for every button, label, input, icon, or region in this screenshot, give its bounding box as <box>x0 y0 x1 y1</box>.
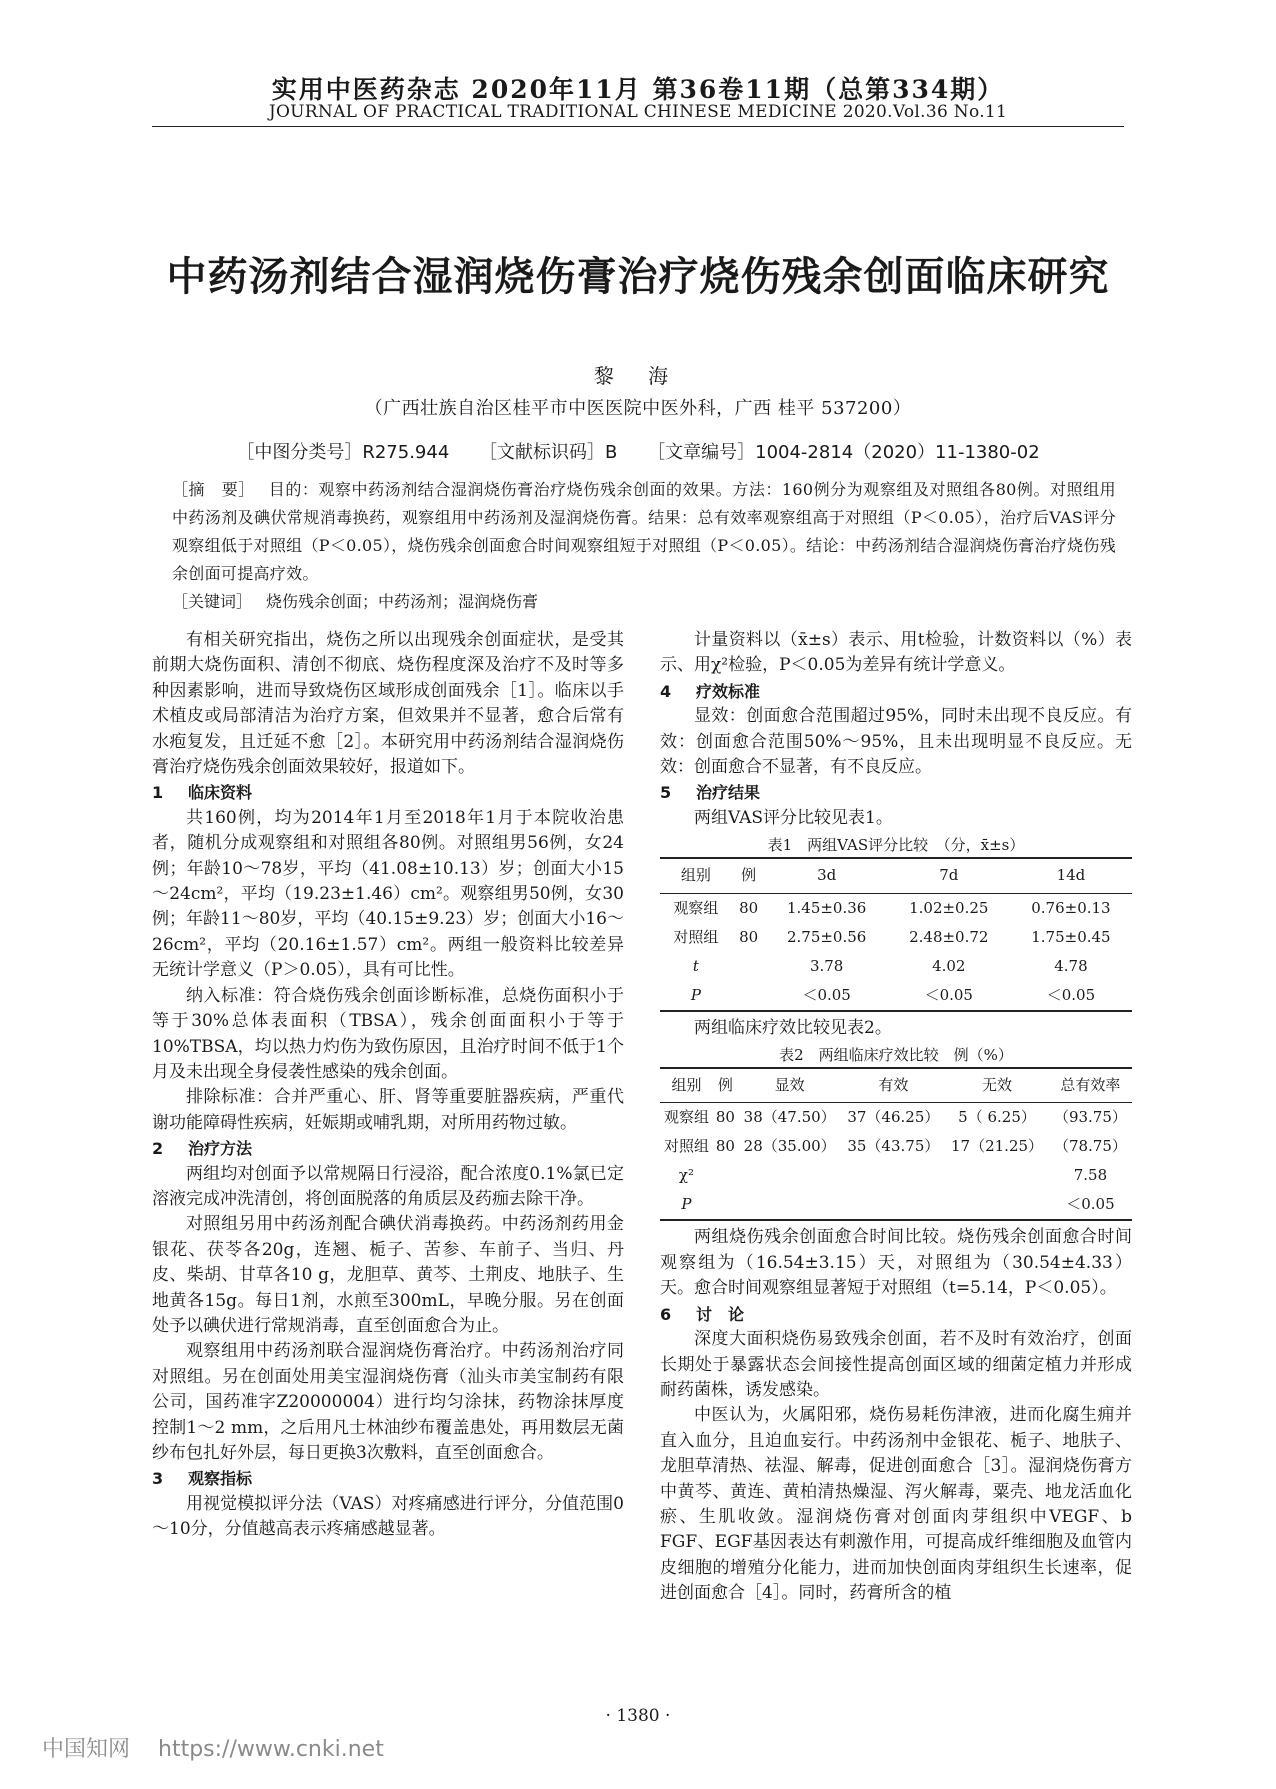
table-row <box>660 923 1132 952</box>
table-cell <box>732 952 766 981</box>
table-cell: 17（21.25） <box>951 1137 1044 1156</box>
abstract-text: 目的：观察中药汤剂结合湿润烧伤膏治疗烧伤残余创面的效果。方法：160例分为观察组及对照组各80例。对照组用中药汤剂及碘伏常规消毒换药，观察组用中药汤剂及湿润烧伤膏。结果：总有效率观察组高于对照组（P＜0.05），治疗后VAS评分观察组低于对照组（P＜0.05），烧伤残余创面愈合时间观察组短于对照组（P＜0.05）。结论：中药汤剂结合湿润烧伤膏治疗烧伤残余创面可提高疗效。 <box>172 480 1116 583</box>
table-cell: 观察组 <box>673 898 719 917</box>
table-cell: 4.02 <box>932 956 966 975</box>
table-cell: 80 <box>715 1137 735 1156</box>
t1-header-cell: 14d <box>1010 858 1132 893</box>
t2-header-cell: 例 <box>713 1068 738 1103</box>
table-cell: χ² <box>678 1166 695 1185</box>
table-cell: 38（47.50） <box>743 1108 836 1127</box>
table-row <box>660 1132 1132 1161</box>
paragraph: 对照组另用中药汤剂配合碘伏消毒换药。中药汤剂药用金银花、茯苓各20g，连翘、栀子、苦参、车前子、当归、丹皮、柴胡、甘草各10 g，龙胆草、黄芩、土荆皮、地肤子、生地黄各15g。每日1剂，水煎至300mL，早晚分服。另在创面处予以碘伏进行常规消毒，直至创面愈合为止。 <box>152 1214 624 1336</box>
affiliation: （广西壮族自治区桂平市中医医院中医外科，广西 桂平 537200） <box>364 398 912 419</box>
table-cell: 7.58 <box>1073 1166 1108 1185</box>
table-cell <box>945 1161 1049 1190</box>
table-cell: 1.45±0.36 <box>786 898 867 917</box>
watermark-site-name: 中国知网 <box>42 1737 131 1762</box>
paragraph: 两组均对创面予以常规隔日行浸浴，配合浓度0.1%氯已定溶液完成冲洗清创，将创面脱落的角质层及药痂去除干净。 <box>152 1163 624 1209</box>
t1-header-cell: 3d <box>766 858 888 893</box>
t2-header-cell: 无效 <box>945 1068 1049 1103</box>
table-cell: 28（35.00） <box>743 1137 836 1156</box>
table-cell: 4.78 <box>1054 956 1088 975</box>
keywords-text: 烧伤残余创面；中药汤剂；湿润烧伤膏 <box>266 592 539 611</box>
table-cell <box>738 1190 842 1220</box>
section-heading: 5 治疗结果 <box>660 783 761 803</box>
t2-header-cell: 总有效率 <box>1049 1068 1132 1103</box>
paragraph: 中医认为，火属阳邪，烧伤易耗伤津液，进而化腐生痈并直入血分，且迫血妄行。中药汤剂中金银花、栀子、地肤子、龙胆草清热、祛湿、解毒，促进创面愈合［3］。湿润烧伤膏方中黄芩、黄连、黄柏清热燥湿、泻火解毒，粟壳、地龙活血化瘀、生肌收敛。湿润烧伤膏对创面肉芽组织中VEGF、b FGF、EGF基因表达有刺激作用，可提高成纤维细胞及血管内皮细胞的增殖分化能力，进而加快创面肉芽组织生长速率，促进创面愈合［4］。同时，药膏所含的植 <box>660 1405 1132 1604</box>
table-row <box>660 981 1132 1011</box>
paragraph: 观察组用中药汤剂联合湿润烧伤膏治疗。中药汤剂治疗同对照组。另在创面处用美宝湿润烧伤膏（汕头市美宝制药有限公司，国药准字Z20000004）进行均匀涂抹，药物涂抹厚度控制1～2 mm，之后用凡士林油纱布覆盖患处，再用数层无菌纱布包扎好外层，每日更换3次敷料，直至创面愈合。 <box>152 1341 624 1463</box>
table-cell: P <box>660 981 732 1011</box>
class-number: ［中图分类号］R275.944 <box>236 442 450 463</box>
paragraph: 深度大面积烧伤易致残余创面，若不及时有效治疗，创面长期处于暴露状态会间接性提高创面区域的细菌定植力并形成耐药菌株，诱发感染。 <box>660 1329 1132 1400</box>
paragraph: 排除标准：合并严重心、肝、肾等重要脏器疾病，严重代谢功能障碍性疾病，妊娠期或哺乳期，对所用药物过敏。 <box>152 1087 624 1133</box>
table-cell: ＜0.05 <box>766 981 888 1011</box>
t2-header-cell: 显效 <box>738 1068 842 1103</box>
table-cell <box>842 1190 946 1220</box>
cnki-watermark <box>42 1732 384 1763</box>
left-column <box>152 628 624 1543</box>
table-cell: P <box>660 1190 713 1220</box>
table-cell <box>713 1161 738 1190</box>
table-cell: ＜0.05 <box>888 981 1010 1011</box>
table2-title: 表2 两组临床疗效比较 例（%） <box>779 1046 1013 1065</box>
section-heading: 1 临床资料 <box>152 783 253 803</box>
table1-body <box>660 893 1132 1011</box>
table-cell: 1.02±0.25 <box>909 898 989 917</box>
table-cell <box>713 1190 738 1220</box>
paragraph: 共160例，均为2014年1月至2018年1月于本院收治患者，随机分成观察组和对照组各80例。对照组男56例，女24例；年龄10～78岁，平均（41.08±10.13）岁；创面大小15～24cm²，平均（19.23±1.46）cm²。观察组男50例，女30例；年龄11～80岁，平均（40.15±9.23）岁；创面大小16～26cm²，平均（20.16±1.57）cm²。两组一般资料比较差异无统计学意义（P＞0.05），具有可比性。 <box>152 807 624 981</box>
table-row <box>660 893 1132 923</box>
abstract <box>172 476 1116 588</box>
table2 <box>660 1067 1132 1221</box>
table-cell: 37（46.25） <box>847 1108 940 1127</box>
table-cell: 80 <box>739 927 759 946</box>
table1-title: 表1 两组VAS评分比较 （分，x̄±s） <box>767 836 1025 855</box>
table-cell: 80 <box>739 898 759 917</box>
table-cell: 对照组 <box>663 1137 709 1156</box>
abstract-label: ［摘 要］ <box>172 480 255 499</box>
table-cell: ＜0.05 <box>1049 1190 1132 1220</box>
table1 <box>660 857 1132 1011</box>
section-heading: 6 讨 论 <box>660 1304 745 1324</box>
intro-paragraph: 有相关研究指出，烧伤之所以出现残余创面症状，是受其前期大烧伤面积、清创不彻底、烧伤程度深及治疗不及时等多种因素影响，进而导致烧伤区域形成创面残余［1］。临床以手术植皮或局部清洁为治疗方案，但效果并不显著，愈合后常有水疱复发，且迁延不愈［2］。本研究用中药汤剂结合湿润烧伤膏治疗烧伤残余创面效果较好，报道如下。 <box>152 630 624 778</box>
table-row <box>660 1190 1132 1220</box>
t1-header-cell: 组别 <box>660 858 732 893</box>
table-cell: 2.48±0.72 <box>909 927 989 946</box>
right-column <box>660 628 1132 1607</box>
keywords-label: ［关键词］ <box>172 592 253 611</box>
table-cell: 观察组 <box>663 1108 709 1127</box>
table-cell: 80 <box>715 1108 735 1127</box>
table-cell: 5（ 6.25） <box>958 1108 1036 1127</box>
table-cell: 3.78 <box>809 956 844 975</box>
table-cell: 0.76±0.13 <box>1031 898 1111 917</box>
paragraph: 纳入标准：符合烧伤残余创面诊断标准，总烧伤面积小于等于30%总体表面积（TBSA），残余创面面积小于等于10%TBSA，均以热力灼伤为致伤原因，且治疗时间不低于1个月及未出现全身侵袭性感染的残余创面。 <box>152 985 624 1082</box>
paragraph: 显效：创面愈合范围超过95%，同时未出现不良反应。有效：创面愈合范围50%～95%，且未出现明显不良反应。无效：创面愈合不显著，有不良反应。 <box>660 706 1132 778</box>
keywords <box>172 588 1116 616</box>
section-heading: 3 观察指标 <box>152 1469 253 1489</box>
table-cell: 对照组 <box>673 927 719 946</box>
table-cell <box>945 1190 1049 1220</box>
classification-line <box>0 438 1276 464</box>
paragraph: 两组VAS评分比较见表1。 <box>694 807 893 828</box>
table-row <box>660 952 1132 981</box>
paragraph: 两组烧伤残余创面愈合时间比较。烧伤残余创面愈合时间观察组为（16.54±3.15）天，对照组为（30.54±4.33）天。愈合时间观察组显著短于对照组（t=5.14，P＜0.05）。 <box>660 1227 1132 1299</box>
table-row <box>660 1161 1132 1190</box>
table-row <box>660 1103 1132 1133</box>
article-title: 中药汤剂结合湿润烧伤膏治疗烧伤残余创面临床研究 <box>166 254 1110 300</box>
table-cell: t <box>692 956 699 975</box>
article-number: ［文章编号］1004-2814（2020）11-1380-02 <box>647 442 1040 463</box>
doc-code: ［文献标识码］B <box>479 442 618 463</box>
table-cell <box>842 1161 946 1190</box>
table-cell: 35（43.75） <box>847 1137 940 1156</box>
paragraph: 两组临床疗效比较见表2。 <box>694 1017 892 1038</box>
paragraph: 计量资料以（x̄±s）表示、用t检验，计数资料以（%）表示、用χ²检验，P＜0.05为差异有统计学意义。 <box>660 630 1132 676</box>
table2-header-row <box>660 1068 1132 1103</box>
table-cell: （93.75） <box>1053 1108 1127 1127</box>
section-heading: 4 疗效标准 <box>660 681 761 701</box>
t2-header-cell: 有效 <box>842 1068 946 1103</box>
header-rule <box>152 126 1124 127</box>
table-cell: 2.75±0.56 <box>786 927 867 946</box>
journal-name-en: JOURNAL OF PRACTICAL TRADITIONAL CHINESE MEDICINE 2020.Vol.36 No.11 <box>268 102 1008 122</box>
page-number: · 1380 · <box>605 1706 671 1726</box>
table2-body <box>660 1103 1132 1221</box>
t1-header-cell: 7d <box>888 858 1010 893</box>
section-heading: 2 治疗方法 <box>152 1139 253 1159</box>
t1-header-cell: 例 <box>732 858 766 893</box>
watermark-url: https://www.cnki.net <box>158 1737 384 1762</box>
paragraph: 用视觉模拟评分法（VAS）对疼痛感进行评分，分值范围0～10分，分值越高表示疼痛感越显著。 <box>152 1493 624 1540</box>
author: 黎 海 <box>593 364 683 388</box>
journal-name-cn: 实用中医药杂志 2020年11月 第36卷11期（总第334期） <box>271 75 1005 104</box>
table1-header-row <box>660 858 1132 893</box>
table-cell <box>738 1161 842 1190</box>
t2-header-cell: 组别 <box>660 1068 713 1103</box>
table-cell: ＜0.05 <box>1010 981 1132 1011</box>
table-cell: （78.75） <box>1053 1137 1127 1156</box>
table-cell: 1.75±0.45 <box>1031 927 1111 946</box>
table-cell <box>732 981 766 1011</box>
